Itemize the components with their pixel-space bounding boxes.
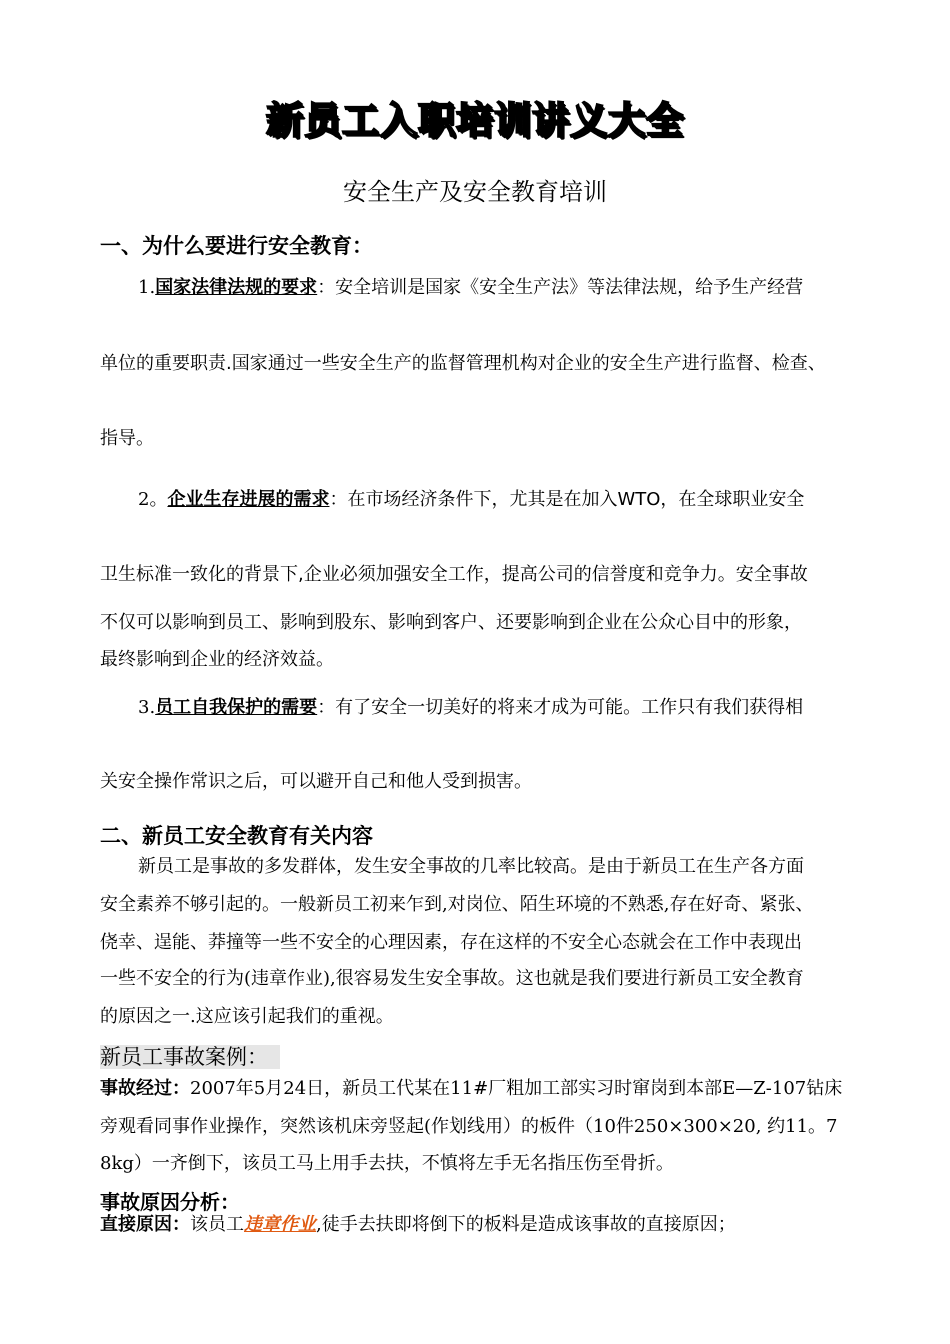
direct-cause-emphasis: 违章作业: [244, 1214, 316, 1235]
s1-p1-number: 1.: [138, 277, 156, 298]
document-title: 新员工入职培训讲义大全: [266, 99, 684, 142]
s1-p3-label: 员工自我保护的需要: [155, 697, 318, 718]
s1-p3-line1: [138, 697, 803, 719]
s1-p2-text2a: 卫生标准一致化的背景下,企业必须加强安全工作，提高公司的信誉度和竞争力。: [100, 564, 736, 585]
analysis-heading: 事故原因分析：: [100, 1190, 240, 1214]
direct-cause-label: 直接原因：: [100, 1214, 190, 1235]
section-2-heading: 二、新员工安全教育有关内容: [100, 824, 373, 848]
analysis-direct-line: [100, 1214, 736, 1236]
s1-p1-line1: [138, 277, 803, 299]
s2-line-1: 新员工是事故的多发群体，发生安全事故的几率比较高。是由于新员工在生产各方面: [138, 856, 804, 877]
case-line-1: [100, 1078, 842, 1100]
s2-line-2: 安全素养不够引起的。一般新员工初来乍到,对岗位、陌生环境的不熟悉,存在好奇、紧张、: [100, 894, 814, 915]
case-label: 事故经过：: [100, 1078, 190, 1099]
s1-p3-number: 3.: [138, 697, 156, 718]
case-heading: 新员工事故案例：: [100, 1045, 280, 1069]
document-subtitle: 安全生产及安全教育培训: [343, 178, 607, 206]
s1-p3-line2: 关安全操作常识之后，可以避开自己和他人受到损害。: [100, 771, 532, 792]
s2-line-4: 一些不安全的行为(违章作业),很容易发生安全事故。这也就是我们要进行新员工安全教育: [100, 968, 804, 989]
case-line-2: 旁观看同事作业操作，突然该机床旁竖起(作划线用）的板件（10件250×300×20, 约11。7: [100, 1116, 838, 1137]
s2-line-3: 侥幸、逞能、莽撞等一些不安全的心理因素，存在这样的不安全心态就会在工作中表现出: [100, 932, 802, 953]
s1-p1-line3: 指导。: [100, 428, 154, 449]
case-heading-wrap: [100, 1041, 280, 1071]
s1-p3-text1b: 我们获得相: [713, 697, 804, 718]
case-line-3: 8kg）一齐倒下，该员工马上用手去扶，不慎将左手无名指压伤至骨折。: [100, 1153, 674, 1174]
s1-p2-line1: [138, 489, 804, 511]
direct-cause-text-a: 该员工: [190, 1214, 244, 1235]
s2-line-5: 的原因之一.这应该引起我们的重视。: [100, 1006, 394, 1027]
s1-p1-text1: ：安全培训是国家《安全生产法》等法律法规，给予生产经营: [317, 277, 804, 298]
s1-p2-line3: 不仅可以影响到员工、影响到股东、影响到客户、还要影响到企业在公众心目中的形象，: [100, 612, 802, 633]
s1-p2-line4: 最终影响到企业的经济效益。: [100, 649, 334, 670]
case-text-1: 2007年5月24日，新员工代某在11#厂粗加工部实习时窜岗到本部E—Z-107钻床: [190, 1078, 843, 1099]
s1-p1-label: 国家法律法规的要求: [155, 277, 318, 298]
section-1-heading: 一、为什么要进行安全教育：: [100, 234, 373, 258]
s1-p2-text1: ：在市场经济条件下，尤其是在加入WTO，在全球职业安全: [329, 489, 805, 510]
direct-cause-text-b: ,徒手去扶即将倒下的板料是造成该事故的直接原因；: [316, 1214, 736, 1235]
s1-p1-line2: 单位的重要职责.国家通过一些安全生产的监督管理机构对企业的安全生产进行监督、检查、: [100, 353, 826, 374]
s1-p3-text1a: ：有了安全一切美好的将来才成为可能。工作只有: [317, 697, 714, 718]
s1-p2-text2b: 安全事故: [735, 564, 808, 585]
s1-p2-label: 企业生存进展的需求: [167, 489, 330, 510]
s1-p2-line2: [100, 564, 808, 586]
s1-p2-number: 2。: [138, 489, 168, 510]
